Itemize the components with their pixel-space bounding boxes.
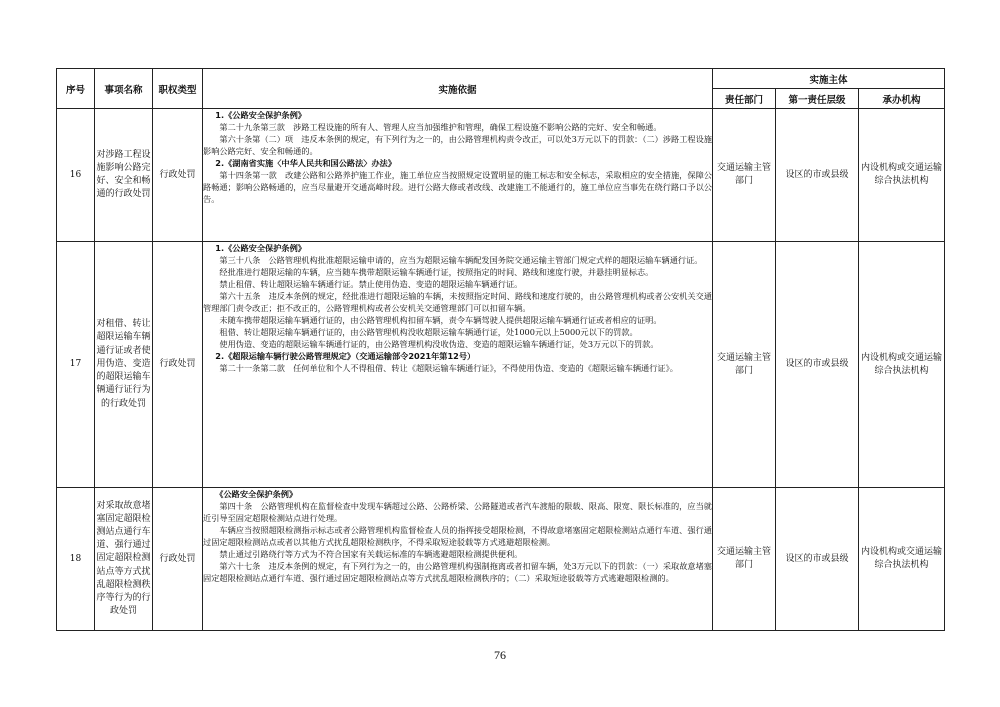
page-number: 76 <box>494 648 506 662</box>
row-agency: 内设机构或交通运输综合执法机构 <box>859 109 945 242</box>
basis-paragraph: 禁止租借、转让超限运输车辆通行证。禁止使用伪造、变造的超限运输车辆通行证。 <box>219 279 523 289</box>
row-dept: 交通运输主管部门 <box>713 488 776 631</box>
row-level: 设区的市或县级 <box>776 242 859 488</box>
row-basis <box>203 242 713 488</box>
row-basis <box>203 488 713 631</box>
basis-paragraph: 第二十九条第三款 涉路工程设施的所有人、管理人应当加强维护和管理，确保工程设施不影响公路的完好、安全和畅通。 <box>219 122 662 132</box>
row-name: 对租借、转让超限运输车辆通行证或者使用伪造、变造的超限运输车辆通行证行为的行政处罚 <box>95 242 153 488</box>
row-dept: 交通运输主管部门 <box>713 109 776 242</box>
basis-paragraph: 第六十条第（二）项 违反本条例的规定，有下列行为之一的，由公路管理机构责令改正，可以处3万元以下的罚款：（二）涉路工程设施影响公路完好、安全和畅通的。 <box>203 134 712 156</box>
basis-paragraph: 第十四条第一款 改建公路和公路养护施工作业，施工单位应当按照规定设置明显的施工标志和安全标志，采取相应的安全措施，保障公路畅通；影响公路畅通的，应当尽量避开交通高峰时段。进行公路大修或者改线、改建施工不能通行的，施工单位应当事先在绕行路口予以公告。 <box>203 170 712 204</box>
row-seq: 17 <box>57 242 95 488</box>
table-row <box>57 488 945 631</box>
basis-paragraph: 第四十条 公路管理机构在监督检查中发现车辆超过公路、公路桥梁、公路隧道或者汽车渡船的限载、限高、限宽、限长标准的，应当就近引导至固定超限检测站点进行处理。 <box>203 501 712 523</box>
row-type: 行政处罚 <box>153 488 203 631</box>
header-dept: 责任部门 <box>713 89 776 109</box>
row-type: 行政处罚 <box>153 109 203 242</box>
basis-heading: 《公路安全保护条例》 <box>215 489 298 499</box>
header-agency: 承办机构 <box>859 89 945 109</box>
basis-paragraph: 未随车携带超限运输车辆通行证的，由公路管理机构扣留车辆，责令车辆驾驶人提供超限运输车辆通行证或者相应的证明。 <box>219 315 662 325</box>
row-level: 设区的市或县级 <box>776 109 859 242</box>
basis-heading: 1.《公路安全保护条例》 <box>215 110 306 120</box>
basis-paragraph: 车辆应当按照超限检测指示标志或者公路管理机构监督检查人员的指挥接受超限检测，不得故意堵塞固定超限检测站点通行车道、强行通过固定超限检测站点或者以其他方式扰乱超限检测秩序，不得采取短途驳载等方式逃避超限检测。 <box>203 525 712 547</box>
header-name: 事项名称 <box>95 69 153 109</box>
basis-paragraph: 禁止通过引路绕行等方式为不符合国家有关载运标准的车辆逃避超限检测提供便利。 <box>219 549 523 559</box>
basis-heading: 2.《超限运输车辆行驶公路管理规定》（交通运输部令2021年第12号） <box>215 351 476 361</box>
basis-paragraph: 第六十七条 违反本条例的规定，有下列行为之一的，由公路管理机构强制拖离或者扣留车辆，处3万元以下的罚款：（一）采取故意堵塞固定超限检测站点通行车道、强行通过固定超限检测站点等方式扰乱超限检测秩序的；（二）采取短途驳载等方式逃避超限检测的。 <box>203 561 712 583</box>
table-row <box>57 109 945 242</box>
row-dept: 交通运输主管部门 <box>713 242 776 488</box>
header-seq: 序号 <box>57 69 95 109</box>
basis-paragraph: 第二十一条第二款 任何单位和个人不得租借、转让《超限运输车辆通行证》，不得使用伪造、变造的《超限运输车辆通行证》。 <box>219 363 678 373</box>
row-name: 对涉路工程设施影响公路完好、安全和畅通的行政处罚 <box>95 109 153 242</box>
basis-paragraph: 租借、转让超限运输车辆通行证的，由公路管理机构没收超限运输车辆通行证，处1000元以上5000元以下的罚款。 <box>219 327 638 337</box>
basis-paragraph: 经批准进行超限运输的车辆，应当随车携带超限运输车辆通行证，按照指定的时间、路线和速度行驶，并悬挂明显标志。 <box>219 267 654 277</box>
row-type: 行政处罚 <box>153 242 203 488</box>
basis-paragraph: 使用伪造、变造的超限运输车辆通行证的，由公路管理机构没收伪造、变造的超限运输车辆通行证，处3万元以下的罚款。 <box>219 339 659 349</box>
basis-paragraph: 第三十八条 公路管理机构批准超限运输申请的，应当为超限运输车辆配发国务院交通运输主管部门规定式样的超限运输车辆通行证。 <box>219 255 703 265</box>
enforcement-table <box>56 68 945 631</box>
basis-heading: 1.《公路安全保护条例》 <box>215 243 306 253</box>
table-row <box>57 242 945 488</box>
row-seq: 18 <box>57 488 95 631</box>
header-level: 第一责任层级 <box>776 89 859 109</box>
row-level: 设区的市或县级 <box>776 488 859 631</box>
header-type: 职权类型 <box>153 69 203 109</box>
header-subject: 实施主体 <box>713 69 945 89</box>
header-basis: 实施依据 <box>203 69 713 109</box>
row-agency: 内设机构或交通运输综合执法机构 <box>859 488 945 631</box>
row-seq: 16 <box>57 109 95 242</box>
basis-paragraph: 第六十五条 违反本条例的规定，经批准进行超限运输的车辆，未按照指定时间、路线和速度行驶的，由公路管理机构或者公安机关交通管理部门责令改正；拒不改正的，公路管理机构或者公安机关交通管理部门可以扣留车辆。 <box>203 291 712 313</box>
row-basis <box>203 109 713 242</box>
basis-heading: 2.《湖南省实施〈中华人民共和国公路法〉办法》 <box>215 158 397 168</box>
row-agency: 内设机构或交通运输综合执法机构 <box>859 242 945 488</box>
row-name: 对采取故意堵塞固定超限检测站点通行车道、强行通过固定超限检测站点等方式扰乱超限检测秩序等行为的行政处罚 <box>95 488 153 631</box>
